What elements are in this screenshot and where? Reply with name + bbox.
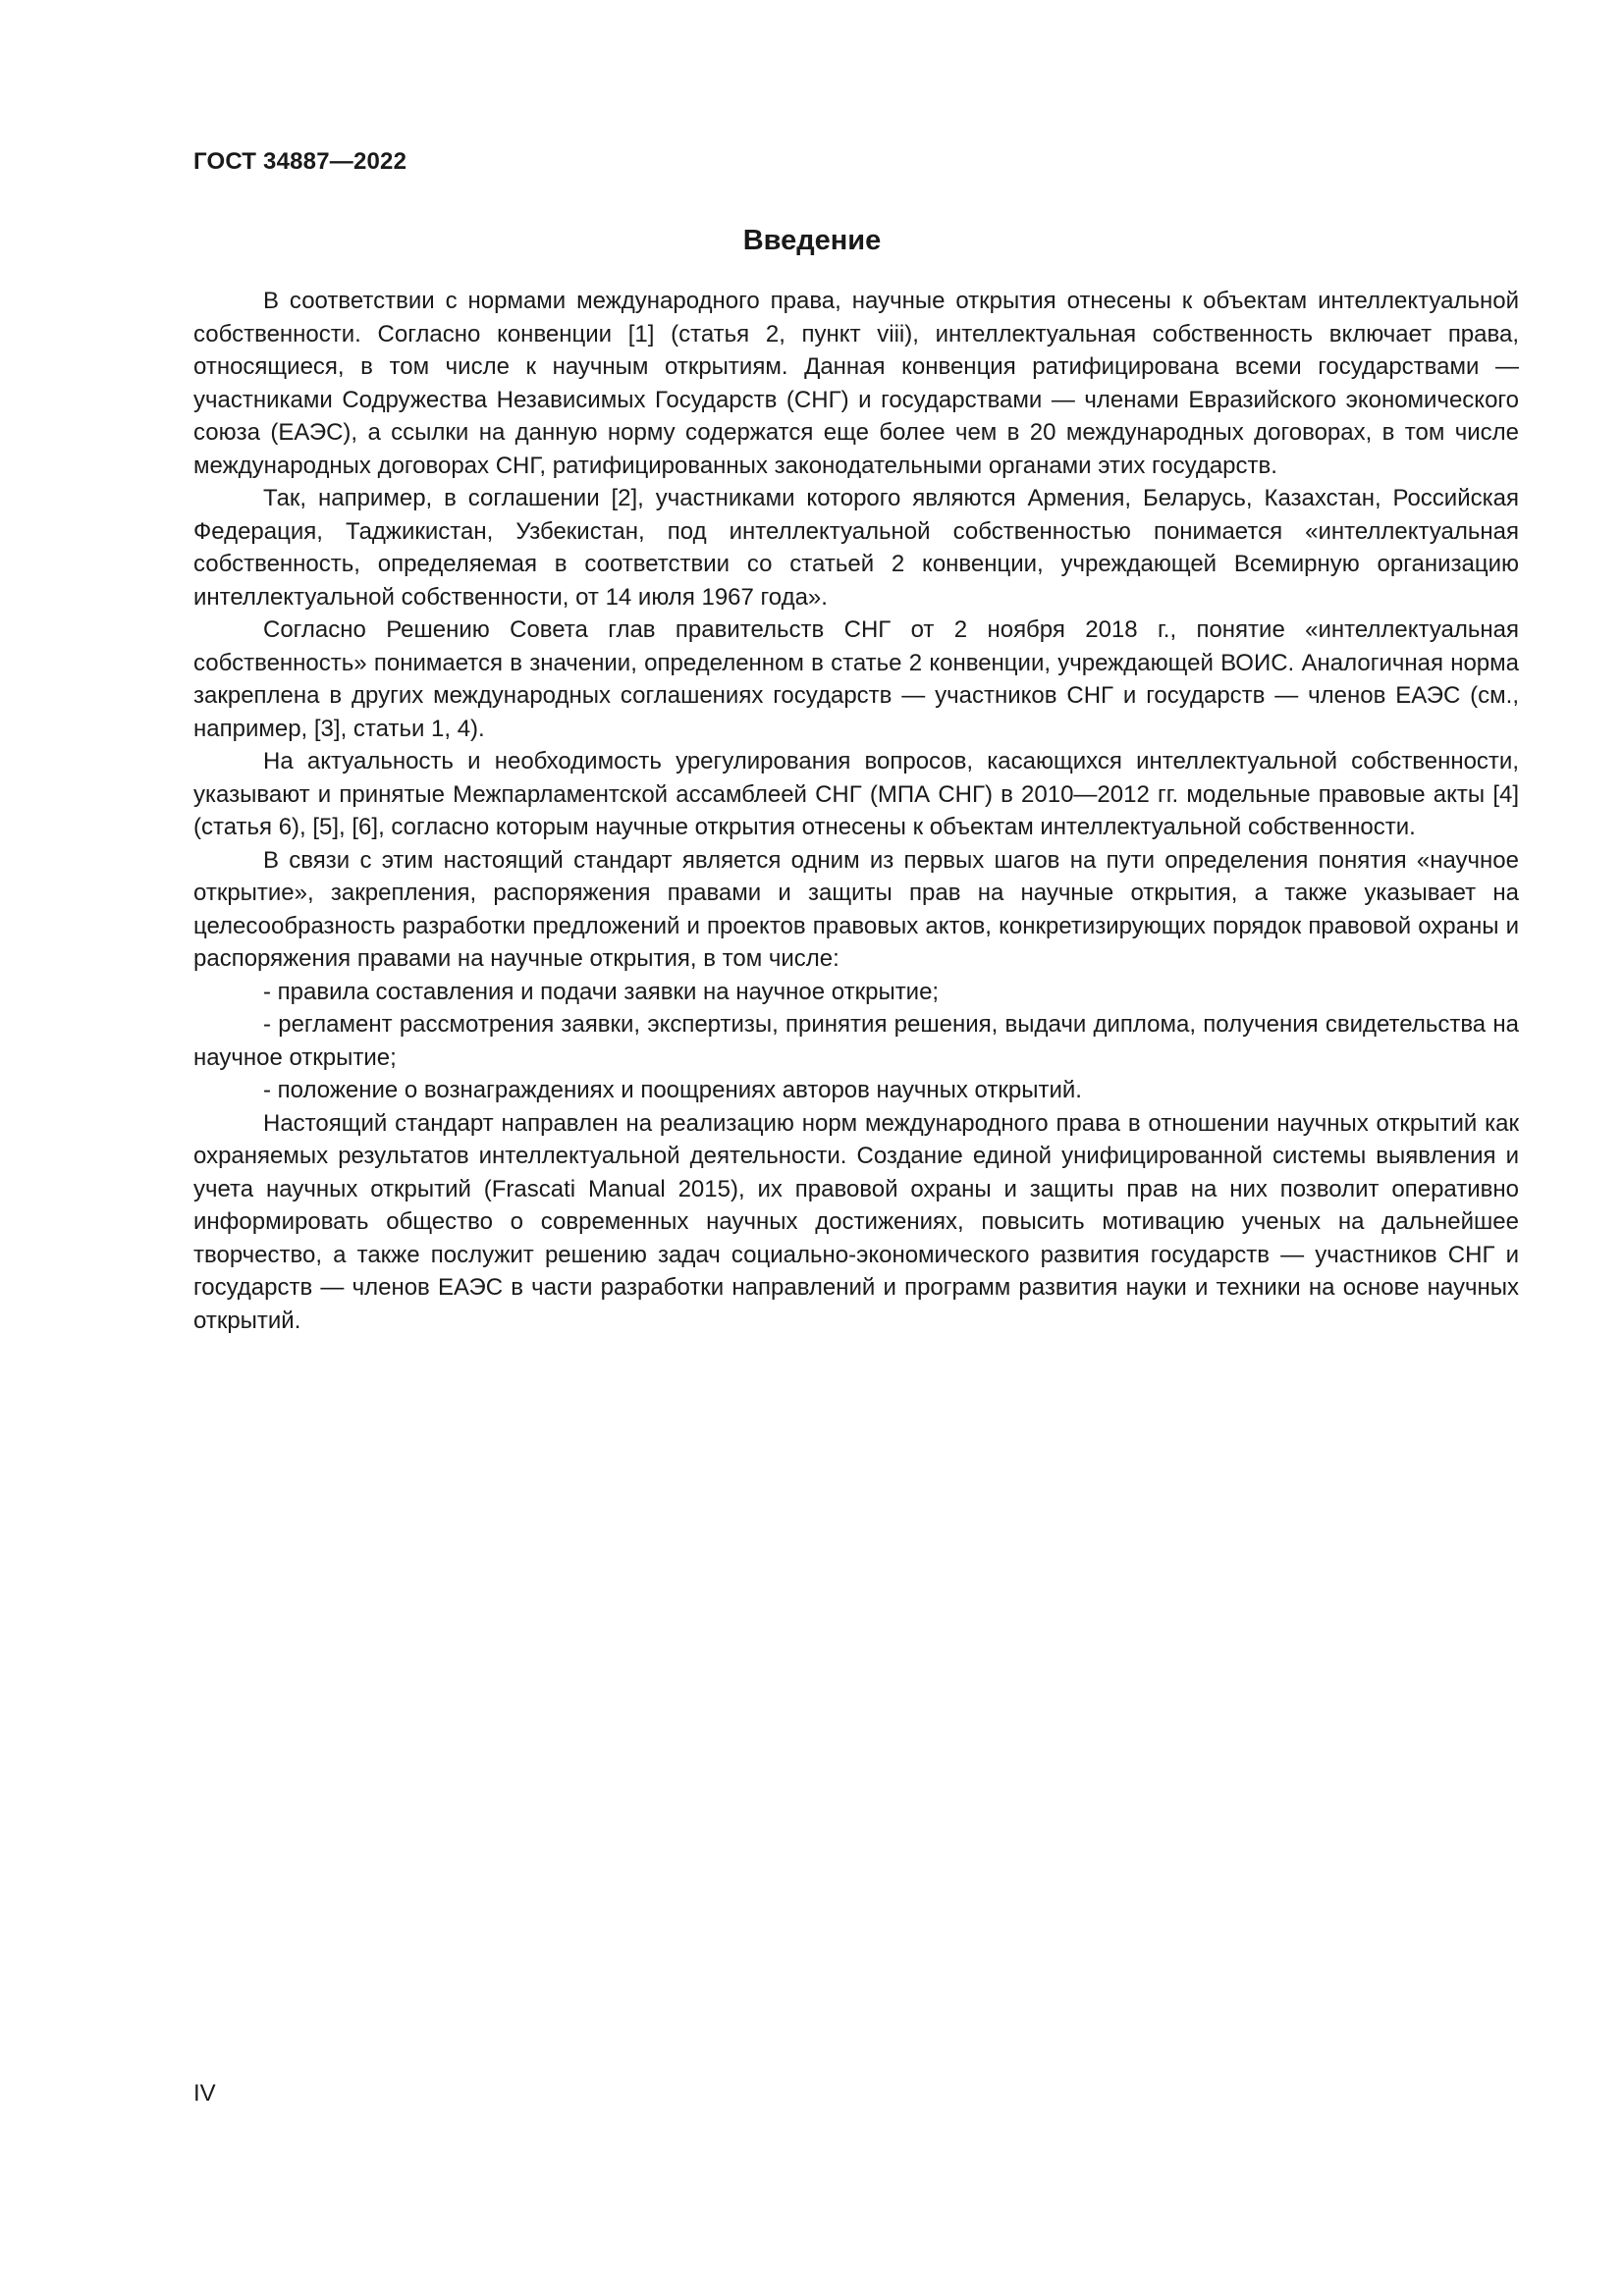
paragraph: Настоящий стандарт направлен на реализацию норм международного права в отношении научных открытий как охраняемых результатов интеллектуальной деятельности. Создание единой унифицированной системы выявления и учета научных открытий (Frascati Manual 2015), их правовой охраны и защиты прав на них позволит оперативно информировать общество о современных научных достижениях, повысить мотивацию ученых на дальнейшее творчество, а также послужит решению задач социально-экономического развития государств — участников СНГ и государств — членов ЕАЭС в части разработки направлений и программ развития науки и техники на основе научных открытий. — [193, 1109, 1519, 1334]
paragraph: Так, например, в соглашении [2], участниками которого являются Армения, Беларусь, Казахстан, Российская Федерация, Таджикистан, Узбекистан, под интеллектуальной собственностью понимается «интеллектуальная собственность, определяемая в соответствии со статьей 2 конвенции, учреждающей Всемирную организацию интеллектуальной собственности, от 14 июля 1967 года». — [193, 485, 1519, 611]
paragraph: В соответствии с нормами международного права, научные открытия отнесены к объектам интеллектуальной собственности. Согласно конвенции [1] (статья 2, пункт viii), интеллектуальная собственность включает права, относящиеся, в том числе к научным открытиям. Данная конвенция ратифицирована всеми государствами — участниками Содружества Независимых Государств (СНГ) и государствами — членами Евразийского экономического союза (ЕАЭС), а ссылки на данную норму содержатся еще более чем в 20 международных договорах, в том числе международных договорах СНГ, ратифицированных законодательными органами этих государств. — [193, 288, 1519, 479]
list-item: - положение о вознаграждениях и поощрениях авторов научных открытий. — [263, 1077, 1082, 1103]
page-number: IV — [193, 2080, 216, 2107]
paragraph: В связи с этим настоящий стандарт является одним из первых шагов на пути определения понятия «научное открытие», закрепления, распоряжения правами и защиты прав на научные открытия, а также указывает на целесообразность разработки предложений и проектов правовых актов, конкретизирующих порядок правовой охраны и распоряжения правами на научные открытия, в том числе: — [193, 846, 1519, 972]
paragraph: Согласно Решению Совета глав правительств СНГ от 2 ноября 2018 г., понятие «интеллектуальная собственность» понимается в значении, определенном в статье 2 конвенции, учреждающей ВОИС. Аналогичная норма закреплена в других международных соглашениях государств — участников СНГ и государств — членов ЕАЭС (см., например, [3], статьи 1, 4). — [193, 616, 1519, 742]
section-title: Введение — [742, 225, 882, 256]
body-text — [193, 285, 1519, 1337]
list-item: - регламент рассмотрения заявки, экспертизы, принятия решения, выдачи диплома, получения свидетельства на научное открытие; — [193, 1011, 1519, 1071]
paragraph: На актуальность и необходимость урегулирования вопросов, касающихся интеллектуальной собственности, указывают и принятые Межпарламентской ассамблеей СНГ (МПА СНГ) в 2010—2012 гг. модельные правовые акты [4] (статья 6), [5], [6], согласно которым научные открытия отнесены к объектам интеллектуальной собственности. — [193, 748, 1519, 840]
document-code: ГОСТ 34887—2022 — [193, 148, 407, 175]
list-item: - правила составления и подачи заявки на научное открытие; — [263, 978, 940, 1005]
